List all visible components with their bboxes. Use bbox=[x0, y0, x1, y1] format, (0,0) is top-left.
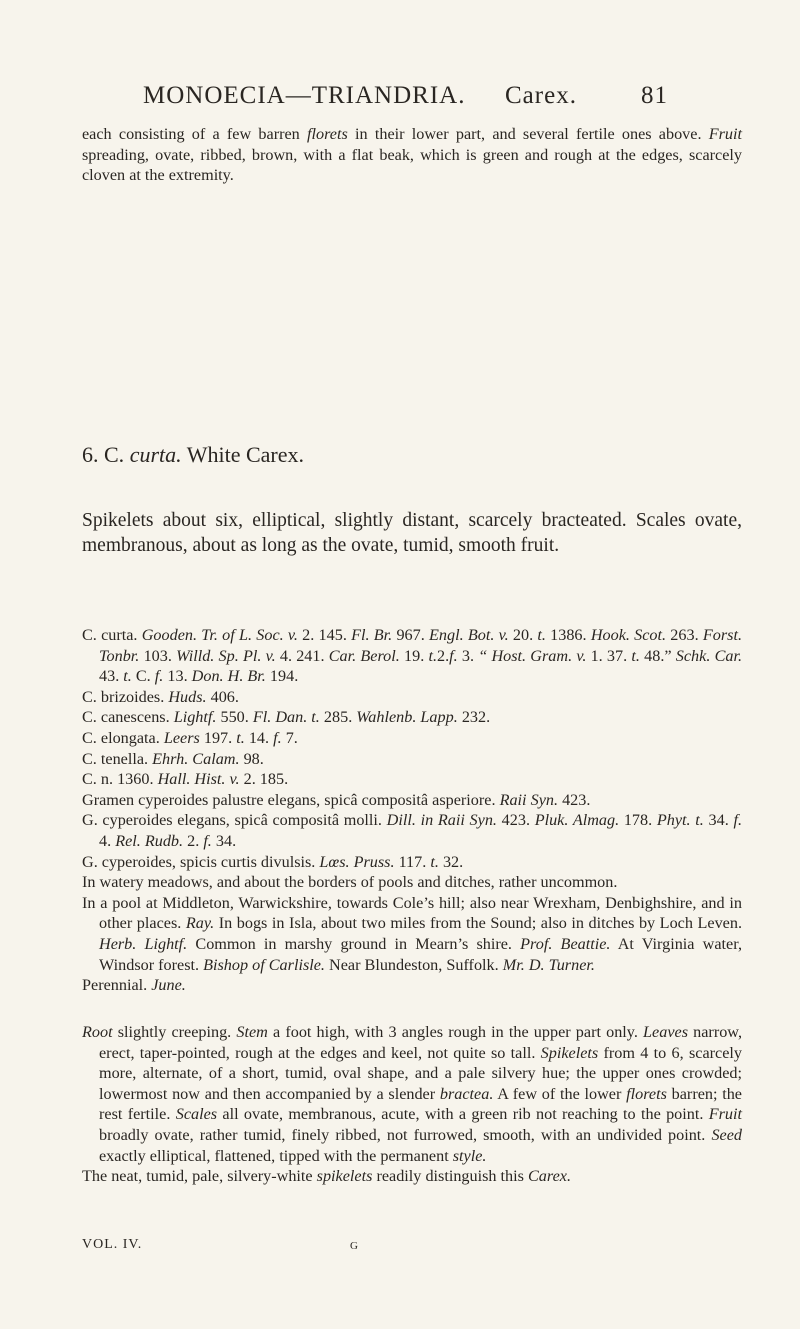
text-run-italic: Fruit bbox=[708, 125, 743, 143]
text-run-italic: Schk. Car. bbox=[675, 646, 743, 665]
text-run-italic: style. bbox=[452, 1146, 487, 1165]
text-run: narrow, erect, taper-pointed, rough at the edges and keel, not quite so tall. bbox=[99, 1023, 742, 1062]
text-run: 7. bbox=[281, 728, 298, 747]
species-heading bbox=[82, 442, 304, 468]
text-run: 48.” bbox=[639, 646, 676, 665]
text-run: A few of the lower bbox=[493, 1084, 627, 1103]
text-run: 98. bbox=[239, 749, 264, 768]
description-block bbox=[82, 1022, 742, 1187]
text-run: 2. bbox=[437, 646, 450, 665]
synonym-entry bbox=[82, 810, 742, 851]
synonym-entry bbox=[82, 852, 742, 873]
text-run-italic: June. bbox=[151, 976, 186, 995]
text-run-italic: f. bbox=[733, 811, 743, 830]
text-run-italic: f. bbox=[273, 728, 282, 747]
text-run: C. bbox=[131, 667, 155, 686]
text-run: 232. bbox=[457, 708, 491, 727]
text-run-italic: Fruit bbox=[708, 1105, 742, 1124]
text-run: 406. bbox=[206, 687, 239, 706]
text-run-italic: Seed bbox=[711, 1125, 742, 1144]
text-run: Perennial. bbox=[82, 976, 152, 995]
text-run: from 4 to 6, scarcely more, alternate, of a short, tumid, oval shape, and a pale silvery hue; the upper ones crowded; lowermost now and then accompanied by a slender bbox=[99, 1043, 743, 1103]
text-run-italic: Scales bbox=[175, 1105, 218, 1124]
text-run: 34. bbox=[703, 811, 734, 830]
text-run-italic: florets bbox=[626, 1084, 667, 1103]
text-run: slightly creeping. bbox=[112, 1023, 237, 1041]
text-run-italic: florets bbox=[307, 125, 348, 143]
text-run: 13. bbox=[163, 667, 192, 686]
text-run-italic: Mr. D. Turner. bbox=[502, 955, 595, 974]
page-footer bbox=[82, 1237, 482, 1253]
text-run-italic: t. bbox=[430, 852, 439, 871]
text-run: 423. bbox=[496, 811, 535, 830]
text-run: readily distinguish this bbox=[372, 1167, 528, 1186]
text-run: 423. bbox=[558, 790, 591, 809]
text-run: barren; the rest fertile. bbox=[99, 1084, 742, 1124]
text-run-italic: t. bbox=[428, 646, 438, 665]
text-run-italic: Leers bbox=[163, 728, 200, 747]
text-run: 1386. bbox=[545, 626, 591, 644]
text-run: 285. bbox=[319, 708, 357, 727]
text-run: 32. bbox=[438, 852, 464, 871]
text-run: 197. bbox=[199, 728, 237, 747]
text-run: 103. bbox=[139, 646, 177, 665]
synonym-entry bbox=[82, 872, 742, 893]
description-paragraph bbox=[82, 1022, 742, 1166]
text-run-italic: Fl. Dan. t. bbox=[252, 708, 320, 727]
text-run-italic: Dill. in Raii Syn. bbox=[386, 811, 497, 830]
text-run: 19. bbox=[399, 646, 429, 665]
text-run-italic: Ray. bbox=[185, 914, 215, 933]
species-common-name: White Carex. bbox=[181, 442, 305, 467]
text-run-italic: Fl. Br. bbox=[351, 626, 393, 644]
text-run-italic: Don. H. Br. bbox=[191, 667, 266, 686]
text-run: The neat, tumid, pale, silvery-white bbox=[82, 1167, 317, 1186]
text-run-italic: Stem bbox=[236, 1023, 268, 1041]
text-run: At Virginia water, Windsor forest. bbox=[99, 934, 743, 974]
species-diagnosis bbox=[82, 508, 742, 558]
species-number: 6. C. bbox=[82, 442, 130, 467]
text-run-italic: t. bbox=[123, 667, 132, 686]
text-run: 2. bbox=[183, 831, 204, 850]
text-run: each consisting of a few barren bbox=[82, 125, 308, 143]
text-run: 263. bbox=[666, 626, 703, 644]
text-run: 4. bbox=[99, 831, 116, 850]
text-run-italic: t. bbox=[537, 626, 546, 644]
synonym-entry bbox=[82, 687, 742, 708]
text-run-italic: Huds. bbox=[168, 687, 207, 706]
text-run-italic: Herb. Lightf. bbox=[99, 934, 188, 953]
text-run: C. brizoides. bbox=[82, 687, 169, 706]
text-run: a foot high, with 3 angles rough in the upper part only. bbox=[267, 1023, 644, 1041]
synonym-entry bbox=[82, 707, 742, 728]
running-header bbox=[143, 82, 668, 110]
text-run-italic: Lœs. Pruss. bbox=[319, 852, 395, 871]
text-run: 967. bbox=[392, 626, 430, 644]
text-run: C. canescens. bbox=[82, 708, 174, 727]
volume-label: VOL. IV. bbox=[82, 1237, 143, 1252]
text-run-italic: Lightf. bbox=[173, 708, 217, 727]
species-epithet: curta. bbox=[129, 442, 182, 467]
text-run: G. cyperoides elegans, spicâ compositâ molli. bbox=[82, 811, 387, 830]
diagnosis-text: Spikelets about six, elliptical, slightly distant, scarcely bracteated. Scales ovate, membranous, about as long as the ovate, tumid, smooth fruit. bbox=[82, 510, 742, 556]
text-run: 14. bbox=[244, 728, 274, 747]
text-run: 194. bbox=[265, 667, 299, 686]
signature-mark: G bbox=[350, 1240, 359, 1252]
text-run-italic: t. bbox=[631, 646, 640, 665]
text-run-italic: Willd. Sp. Pl. v. bbox=[176, 646, 276, 665]
text-run-italic: t. bbox=[236, 728, 245, 747]
text-run: 4. 241. bbox=[275, 646, 329, 665]
synonym-entry bbox=[82, 769, 742, 790]
text-run: 20. bbox=[508, 626, 538, 644]
text-run-italic: spikelets bbox=[316, 1167, 373, 1186]
text-run-italic: Hall. Hist. v. bbox=[157, 770, 240, 789]
text-run-italic: f. bbox=[449, 646, 458, 665]
text-run-italic: Car. Berol. bbox=[328, 646, 400, 665]
text-run: Near Blundeston, Suffolk. bbox=[324, 955, 503, 974]
text-run: C. elongata. bbox=[82, 728, 164, 747]
synonym-entry bbox=[82, 790, 742, 811]
text-run: C. n. 1360. bbox=[82, 770, 158, 789]
text-run-italic: bractea. bbox=[439, 1084, 494, 1103]
header-genus: Carex. bbox=[505, 82, 577, 109]
text-run-italic: Ehrh. Calam. bbox=[152, 749, 240, 768]
text-run-italic: Engl. Bot. v. bbox=[429, 626, 509, 644]
text-run: C. curta. bbox=[82, 626, 142, 644]
text-run-italic: “ Host. Gram. v. bbox=[478, 646, 587, 665]
synonymy-block bbox=[82, 625, 742, 996]
text-run: spreading, ovate, ribbed, brown, with a flat beak, which is green and rough at the edges, scarcely cloven at the extremity. bbox=[82, 145, 742, 185]
text-run-italic: Rel. Rudb. bbox=[115, 831, 184, 850]
text-run: Common in marshy ground in Mearn’s shire. bbox=[187, 934, 521, 953]
text-run-italic: Hook. Scot. bbox=[590, 626, 667, 644]
synonym-entry bbox=[82, 625, 742, 687]
text-run: all ovate, membranous, acute, with a green rib not reaching to the point. bbox=[217, 1105, 709, 1124]
text-run-italic: f. bbox=[203, 831, 212, 850]
text-run: 3. bbox=[457, 646, 479, 665]
running-title: MONOECIA—TRIANDRIA. bbox=[143, 82, 466, 109]
text-run: broadly ovate, rather tumid, finely ribbed, not furrowed, smooth, with an undivided point. bbox=[99, 1125, 712, 1144]
synonym-entry bbox=[82, 893, 742, 975]
text-run-italic: Pluk. Almag. bbox=[534, 811, 620, 830]
text-run: G. cyperoides, spicis curtis divulsis. bbox=[82, 852, 320, 871]
text-run-italic: Bishop of Carlisle. bbox=[203, 955, 325, 974]
text-run: In a pool at Middleton, Warwickshire, towards Cole’s hill; also near Wrexham, Denbighshire, and in other places. bbox=[82, 893, 742, 933]
continuation-paragraph bbox=[82, 124, 742, 186]
text-run: 117. bbox=[394, 852, 431, 871]
description-paragraph bbox=[82, 1166, 742, 1187]
page-number: 81 bbox=[641, 82, 668, 109]
text-run: in their lower part, and several fertile ones above. bbox=[347, 125, 709, 143]
text-run-italic: Phyt. t. bbox=[656, 811, 704, 830]
text-run-italic: Prof. Beattie. bbox=[520, 934, 611, 953]
text-run: C. tenella. bbox=[82, 749, 153, 768]
text-run-italic: Wahlenb. Lapp. bbox=[356, 708, 458, 727]
synonym-entry bbox=[82, 749, 742, 770]
synonym-entry bbox=[82, 728, 742, 749]
text-run-italic: Spikelets bbox=[540, 1043, 599, 1062]
text-run: 2. 185. bbox=[239, 770, 289, 789]
continuation-text bbox=[82, 124, 742, 186]
text-run: In bogs in Isla, about two miles from the Sound; also in ditches by Loch Leven. bbox=[214, 914, 742, 933]
text-run: 2. 145. bbox=[297, 626, 352, 644]
text-run: 178. bbox=[619, 811, 657, 830]
text-run-italic: Forst. Tonbr. bbox=[99, 626, 743, 665]
text-run-italic: Gooden. Tr. of L. Soc. v. bbox=[141, 626, 298, 644]
text-run: exactly elliptical, flattened, tipped with the permanent bbox=[99, 1146, 453, 1165]
text-run: 34. bbox=[211, 831, 237, 850]
text-run-italic: Leaves bbox=[643, 1023, 688, 1041]
text-run: In watery meadows, and about the borders of pools and ditches, rather uncommon. bbox=[82, 873, 618, 892]
text-run-italic: Raii Syn. bbox=[499, 790, 559, 809]
synonym-entry bbox=[82, 975, 742, 996]
text-run-italic: f. bbox=[154, 667, 164, 686]
text-run-italic: Carex. bbox=[527, 1167, 571, 1186]
text-run: 43. bbox=[99, 667, 124, 686]
text-run-italic: Root bbox=[82, 1023, 113, 1041]
text-run: 550. bbox=[216, 708, 253, 727]
text-run: Gramen cyperoides palustre elegans, spicâ compositâ asperiore. bbox=[82, 790, 500, 809]
text-run: 1. 37. bbox=[586, 646, 632, 665]
